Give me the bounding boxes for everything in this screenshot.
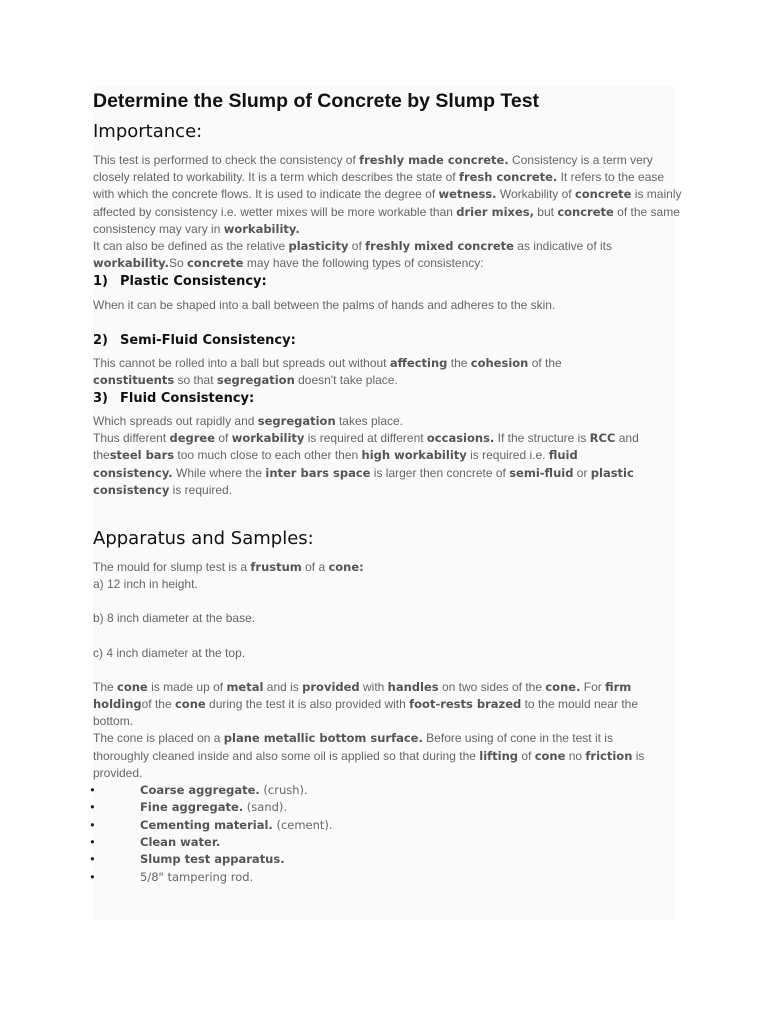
- bold-term: fluid consistency.: [93, 448, 578, 480]
- bold-term: Cementing material.: [140, 817, 273, 832]
- text-run: may have the following types of consistency:: [243, 256, 484, 271]
- bold-term: Clean water.: [140, 834, 221, 849]
- list-item: [93, 869, 683, 886]
- text-run: Consistency is a term very closely related to workability. It is a term which describes the state of: [93, 153, 653, 185]
- text-run: When it can be shaped into a ball between the palms of hands and adheres to the skin.: [93, 298, 556, 313]
- text-run: is required at different: [304, 431, 427, 446]
- bold-term: wetness.: [438, 187, 497, 202]
- text-run: This cannot be rolled into a ball but spreads out without: [93, 355, 390, 370]
- bold-term: workability.: [223, 221, 300, 236]
- type-2-text: [93, 355, 585, 389]
- importance-heading: Importance:: [93, 121, 203, 142]
- bold-term: frustum: [250, 560, 302, 575]
- text-run: Before using of cone in the test it is thoroughly cleaned inside and also some oil is applied so that during the: [93, 731, 613, 763]
- text-run: of the same consistency may vary in: [93, 204, 680, 236]
- bold-term: steel bars: [109, 448, 175, 463]
- type-2-title: Semi-Fluid Consistency:: [120, 332, 296, 348]
- bold-term: semi-fluid: [509, 465, 574, 480]
- text-run: It can also be defined as the relative: [93, 239, 289, 254]
- bold-term: firm holding: [93, 679, 632, 712]
- type-2-number: 2): [93, 332, 108, 348]
- bold-term: foot-rests brazed: [409, 697, 522, 712]
- bold-term: plane metallic bottom surface.: [223, 731, 423, 746]
- workability-paragraph: [93, 430, 653, 499]
- text-run: The mould for slump test is a: [93, 560, 251, 575]
- bold-term: concrete: [574, 187, 632, 202]
- bold-term: lifting: [479, 748, 518, 763]
- text-run: doesn't take place.: [294, 372, 398, 387]
- text-run: (cement).: [272, 817, 333, 832]
- bold-term: concrete: [186, 256, 244, 271]
- materials-list: [93, 782, 683, 886]
- bold-term: cone:: [328, 560, 364, 575]
- text-run: with: [359, 679, 388, 694]
- text-run: (sand).: [243, 800, 288, 815]
- text-run: So: [168, 256, 187, 271]
- document-body: [93, 88, 683, 886]
- text-run: to the mould near the bottom.: [93, 697, 639, 729]
- bold-term: segregation: [216, 372, 295, 387]
- text-run: If the structure is: [494, 431, 590, 446]
- bold-term: plastic consistency: [93, 465, 634, 497]
- text-run: The cone is placed on a: [93, 731, 224, 746]
- text-run: but: [533, 204, 558, 219]
- type-3-title: Fluid Consistency:: [120, 391, 255, 407]
- text-run: of: [518, 748, 535, 763]
- text-run: and the: [93, 431, 639, 463]
- text-run: 5/8" tampering rod.: [140, 869, 254, 884]
- text-run: is required.: [169, 482, 233, 497]
- text-run: The: [93, 679, 118, 694]
- cone-description: [93, 679, 658, 731]
- bold-term: Fine aggregate.: [140, 800, 244, 815]
- text-run: is made up of: [147, 679, 227, 694]
- type-1-heading: [93, 273, 683, 290]
- importance-paragraph-1: [93, 152, 683, 238]
- text-run: Thus different: [93, 431, 170, 446]
- page-title: Determine the Slump of Concrete by Slump Test: [93, 90, 540, 112]
- text-run: during the test it is also provided with: [205, 697, 410, 712]
- bold-term: segregation: [257, 414, 336, 429]
- list-item: [93, 817, 683, 834]
- text-run: (crush).: [259, 783, 308, 798]
- list-item: [93, 834, 683, 851]
- text-run: too much close to each other then: [174, 448, 362, 463]
- text-run: This test is performed to check the consistency of: [93, 153, 360, 167]
- bold-term: RCC: [589, 431, 616, 446]
- bold-term: fresh concrete.: [458, 170, 558, 185]
- text-run: It refers to the ease with which the concrete flows. It is used to indicate the degree of: [93, 170, 665, 202]
- cone-placement: [93, 730, 668, 782]
- apparatus-heading: Apparatus and Samples:: [93, 528, 314, 550]
- text-run: of the: [141, 697, 175, 712]
- type-3-number: 3): [93, 391, 108, 407]
- text-run: and is: [263, 679, 303, 694]
- text-run: the: [447, 355, 471, 370]
- bold-term: handles: [387, 679, 439, 694]
- list-item: [93, 799, 683, 816]
- importance-paragraph-2: [93, 238, 683, 272]
- bold-term: cone.: [545, 679, 581, 694]
- bold-term: high workability: [361, 448, 467, 463]
- bold-term: freshly made concrete.: [359, 153, 509, 167]
- text-run: is provided.: [93, 748, 645, 780]
- dimension-height: a) 12 inch in height.: [93, 577, 198, 592]
- type-3-text: [93, 413, 683, 430]
- bold-term: workability.: [93, 256, 169, 271]
- type-2-heading: [93, 332, 683, 349]
- type-1-text: [93, 297, 683, 314]
- bold-term: Coarse aggregate.: [140, 783, 260, 798]
- text-run: or: [573, 465, 591, 480]
- dimension-top: c) 4 inch diameter at the top.: [93, 645, 246, 660]
- bold-term: plasticity: [288, 239, 349, 254]
- text-run: takes place.: [335, 414, 404, 429]
- bold-term: occasions.: [426, 431, 495, 446]
- mould-intro: [93, 559, 683, 576]
- text-run: Workability of: [496, 187, 575, 202]
- text-run: Which spreads out rapidly and: [93, 414, 258, 429]
- bold-term: metal: [226, 679, 264, 694]
- text-run: For: [580, 679, 606, 694]
- text-run: as indicative of its: [513, 239, 613, 254]
- list-item: [93, 851, 683, 868]
- bold-term: cohesion: [470, 355, 529, 370]
- type-1-title: Plastic Consistency:: [120, 274, 267, 290]
- type-1-number: 1): [93, 274, 108, 290]
- text-run: no: [565, 748, 586, 763]
- dimension-base: b) 8 inch diameter at the base.: [93, 611, 256, 626]
- list-item: [93, 782, 683, 799]
- bold-term: Slump test apparatus.: [140, 852, 285, 867]
- text-run: is larger then concrete of: [370, 465, 510, 480]
- text-run: so that: [174, 372, 217, 387]
- text-run: on two sides of the: [438, 679, 546, 694]
- bold-term: inter bars space: [265, 465, 371, 480]
- bold-term: workability: [231, 431, 305, 446]
- bold-term: constituents: [93, 372, 175, 387]
- bold-term: freshly mixed concrete: [365, 239, 514, 254]
- bold-term: affecting: [389, 355, 448, 370]
- text-run: is mainly affected by consistency i.e. wetter mixes will be more workable than: [93, 187, 682, 219]
- bold-term: provided: [302, 679, 360, 694]
- text-run: of the: [528, 355, 562, 370]
- bold-term: cone: [117, 679, 148, 694]
- text-run: of a: [301, 560, 329, 575]
- text-run: of: [215, 431, 232, 446]
- bold-term: drier mixes,: [456, 204, 534, 219]
- text-run: of: [348, 239, 366, 254]
- bold-term: degree: [169, 431, 216, 446]
- bold-term: friction: [585, 748, 633, 763]
- bold-term: cone: [174, 697, 206, 712]
- bold-term: cone: [534, 748, 566, 763]
- type-3-heading: [93, 390, 683, 407]
- text-run: is required i.e.: [466, 448, 549, 463]
- bold-term: concrete: [557, 204, 614, 219]
- text-run: While where the: [172, 465, 266, 480]
